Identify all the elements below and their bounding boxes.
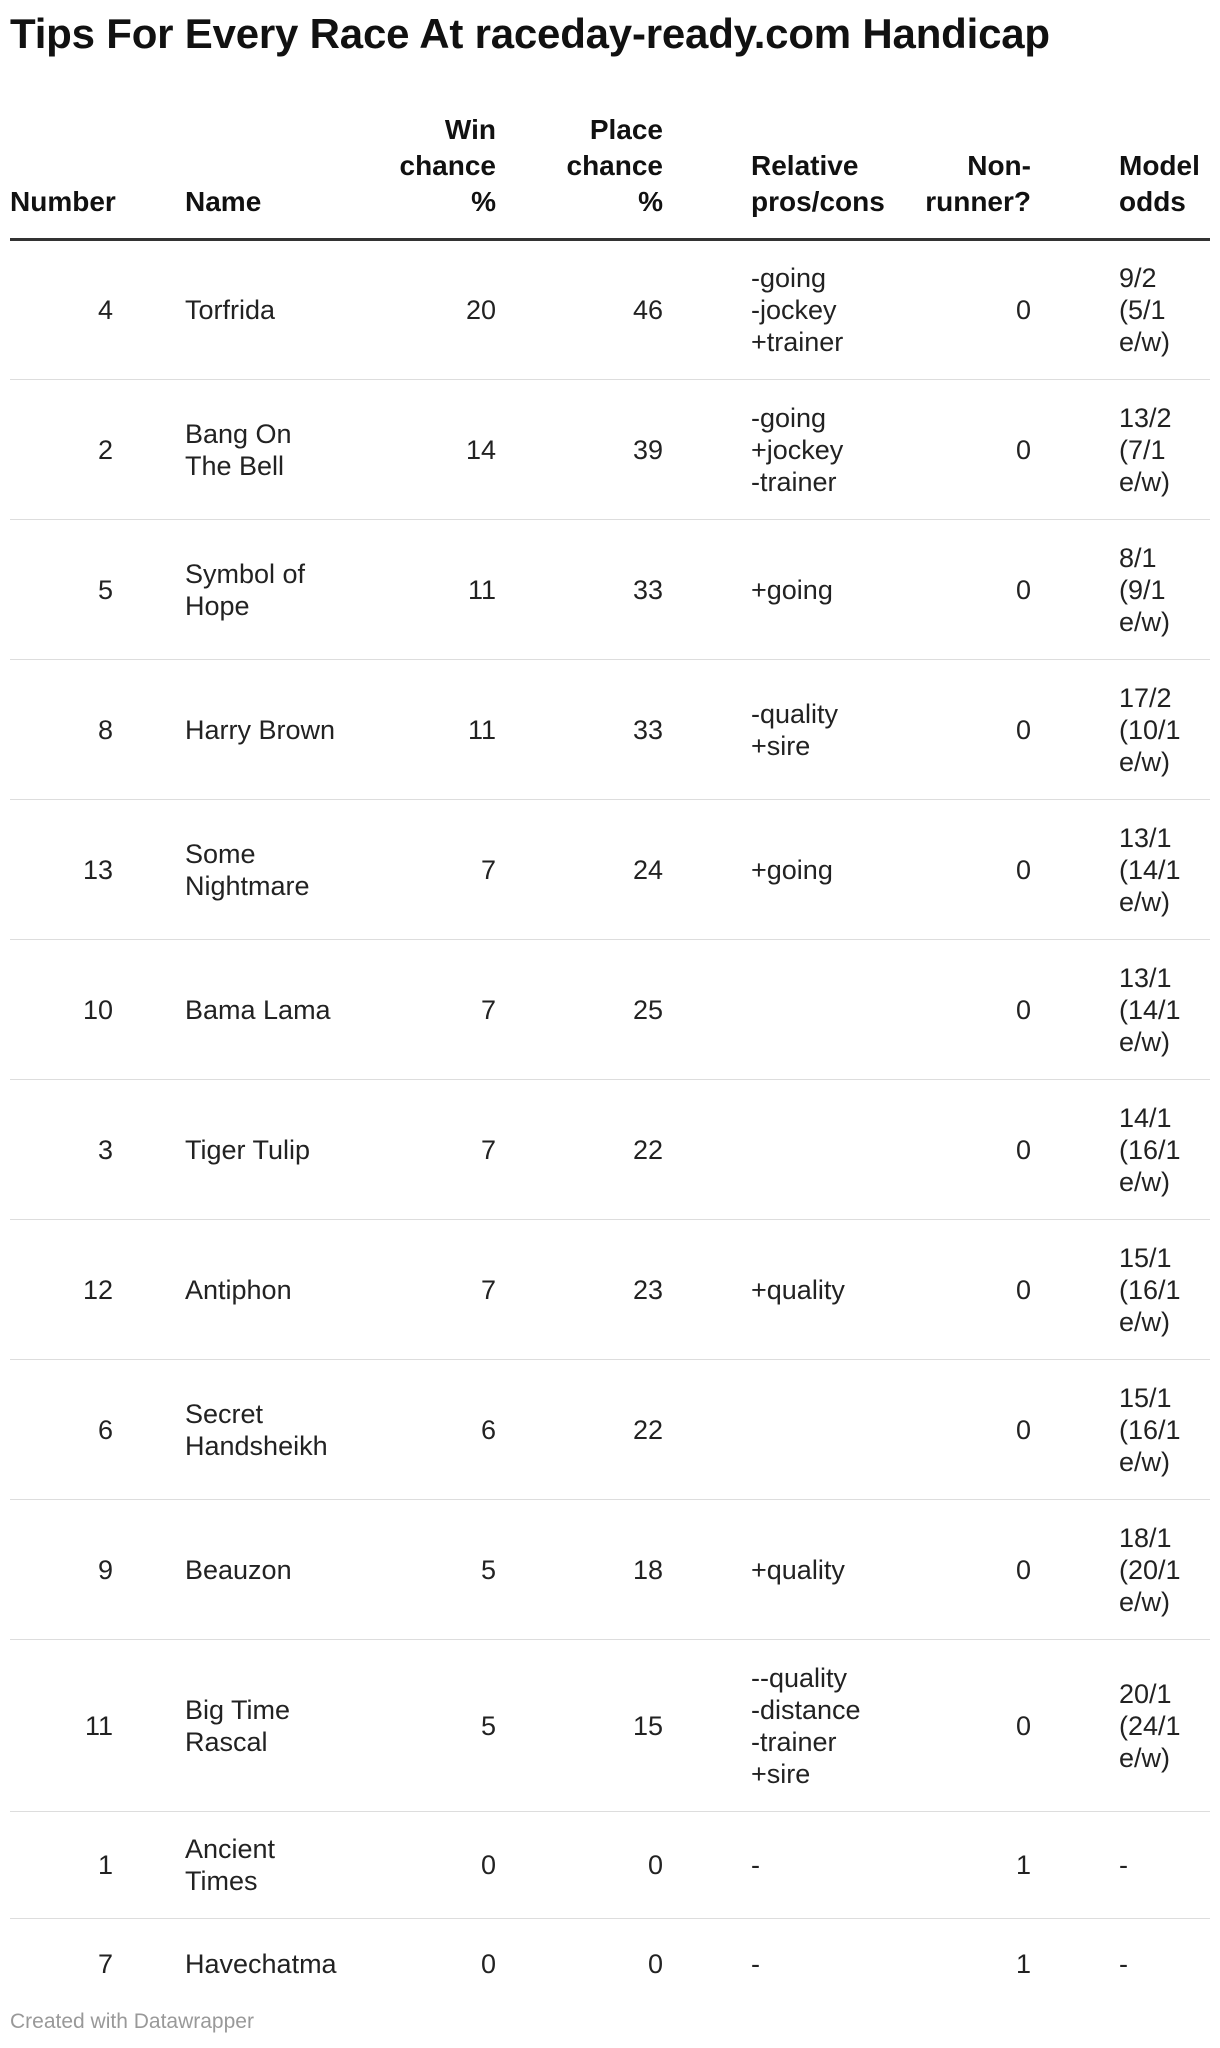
- cell-place-chance: 23: [520, 1220, 687, 1360]
- cell-number: 5: [10, 520, 185, 660]
- cell-win-chance: 11: [360, 520, 520, 660]
- cell-non-runner: 0: [887, 1500, 1055, 1640]
- table-row: [10, 1919, 1210, 2009]
- cell-pros-cons: +going: [687, 800, 887, 940]
- cell-model-odds: 13/1 (14/1 e/w): [1055, 940, 1210, 1080]
- cell-model-odds: 13/2 (7/1 e/w): [1055, 380, 1210, 520]
- cell-pros-cons: -going -jockey +trainer: [687, 240, 887, 380]
- cell-name: Havechatma: [185, 1948, 337, 1979]
- cell-pros-cons: [687, 1360, 887, 1500]
- table-row: [10, 940, 1210, 1080]
- cell-non-runner: 0: [887, 1080, 1055, 1220]
- cell-pros-cons: +going: [687, 520, 887, 660]
- cell-non-runner: 1: [887, 1812, 1055, 1919]
- cell-number: 6: [10, 1360, 185, 1500]
- cell-number: 8: [10, 660, 185, 800]
- cell-place-chance: 0: [647, 1948, 663, 1979]
- cell-win-chance: 7: [360, 1080, 520, 1220]
- cell-number: 2: [10, 380, 185, 520]
- cell-place-chance: 22: [520, 1080, 687, 1220]
- cell-model-odds: 18/1 (20/1 e/w): [1055, 1500, 1210, 1640]
- header-model-odds[interactable]: Model odds: [1055, 112, 1210, 240]
- cell-non-runner: 1: [1015, 1948, 1031, 1979]
- table-row: [10, 800, 1210, 940]
- cell-model-odds: 15/1 (16/1 e/w): [1055, 1220, 1210, 1360]
- cell-number: 3: [10, 1080, 185, 1220]
- cell-win-chance: 7: [360, 1220, 520, 1360]
- cell-win-chance: 0: [480, 1948, 496, 1979]
- cell-non-runner: 0: [887, 800, 1055, 940]
- cell-win-chance: 6: [360, 1360, 520, 1500]
- cell-model-odds: 15/1 (16/1 e/w): [1055, 1360, 1210, 1500]
- footer-credit: Created with Datawrapper: [10, 2010, 254, 2033]
- cell-number: 11: [10, 1640, 185, 1812]
- cell-win-chance: 0: [360, 1812, 520, 1919]
- tips-table: [10, 112, 1210, 2009]
- header-number[interactable]: Number: [10, 112, 185, 240]
- cell-model-odds: 20/1 (24/1 e/w): [1055, 1640, 1210, 1812]
- cell-name: Harry Brown: [185, 660, 360, 800]
- cell-model-odds: 13/1 (14/1 e/w): [1055, 800, 1210, 940]
- cell-win-chance: 5: [360, 1640, 520, 1812]
- cell-win-chance: 14: [360, 380, 520, 520]
- cell-place-chance: 46: [520, 240, 687, 380]
- cell-pros-cons: +quality: [687, 1220, 887, 1360]
- cell-pros-cons: -: [687, 1812, 887, 1919]
- cell-win-chance: 7: [360, 800, 520, 940]
- cell-number: 4: [10, 240, 185, 380]
- cell-pros-cons: -quality +sire: [687, 660, 887, 800]
- header-name[interactable]: Name: [185, 112, 360, 240]
- table-header-row: [10, 112, 1210, 240]
- cell-name: Antiphon: [185, 1220, 360, 1360]
- cell-number: 7: [97, 1948, 113, 1979]
- cell-non-runner: 0: [887, 380, 1055, 520]
- table-row: [10, 1220, 1210, 1360]
- cell-name: Symbol of Hope: [185, 520, 360, 660]
- cell-win-chance: 11: [360, 660, 520, 800]
- cell-pros-cons: [687, 940, 887, 1080]
- cell-place-chance: 24: [520, 800, 687, 940]
- table-body: [10, 240, 1210, 2009]
- cell-win-chance: 5: [360, 1500, 520, 1640]
- cell-place-chance: 22: [520, 1360, 687, 1500]
- chart-container: [10, 0, 1210, 2033]
- cell-place-chance: 39: [520, 380, 687, 520]
- cell-non-runner: 0: [887, 1640, 1055, 1812]
- cell-win-chance: 20: [360, 240, 520, 380]
- cell-non-runner: 0: [887, 240, 1055, 380]
- cell-non-runner: 0: [887, 1220, 1055, 1360]
- header-non-runner[interactable]: Non- runner?: [887, 112, 1055, 240]
- cell-place-chance: 33: [520, 660, 687, 800]
- cell-place-chance: 33: [520, 520, 687, 660]
- cell-pros-cons: +quality: [687, 1500, 887, 1640]
- cell-place-chance: 18: [520, 1500, 687, 1640]
- cell-number: 13: [10, 800, 185, 940]
- table-row: [10, 1360, 1210, 1500]
- cell-model-odds: 9/2 (5/1 e/w): [1055, 240, 1210, 380]
- cell-model-odds: 8/1 (9/1 e/w): [1055, 520, 1210, 660]
- cell-place-chance: 25: [520, 940, 687, 1080]
- cell-name: Tiger Tulip: [185, 1080, 360, 1220]
- cell-name: Bama Lama: [185, 940, 360, 1080]
- table-row: [10, 1080, 1210, 1220]
- cell-non-runner: 0: [887, 660, 1055, 800]
- cell-number: 1: [10, 1812, 185, 1919]
- cell-name: Torfrida: [185, 240, 360, 380]
- cell-name: Beauzon: [185, 1500, 360, 1640]
- chart-title: Tips For Every Race At raceday-ready.com Handicap: [10, 10, 1050, 57]
- cell-pros-cons: -going +jockey -trainer: [687, 380, 887, 520]
- cell-name: Bang On The Bell: [185, 380, 360, 520]
- cell-name: Some Nightmare: [185, 800, 360, 940]
- cell-place-chance: 15: [520, 1640, 687, 1812]
- table-row: [10, 1640, 1210, 1812]
- table-row: [10, 1812, 1210, 1919]
- table-row: [10, 1500, 1210, 1640]
- header-pros-cons[interactable]: Relative pros/cons: [687, 112, 887, 240]
- header-place-chance[interactable]: Place chance %: [520, 112, 687, 240]
- cell-number: 9: [10, 1500, 185, 1640]
- cell-non-runner: 0: [887, 520, 1055, 660]
- table-row: [10, 660, 1210, 800]
- table-row: [10, 520, 1210, 660]
- cell-pros-cons: [687, 1080, 887, 1220]
- cell-model-odds: -: [1119, 1948, 1128, 1979]
- header-win-chance[interactable]: Win chance %: [360, 112, 520, 240]
- table-row: [10, 240, 1210, 380]
- cell-name: Ancient Times: [185, 1812, 360, 1919]
- cell-place-chance: 0: [520, 1812, 687, 1919]
- cell-non-runner: 0: [887, 1360, 1055, 1500]
- cell-model-odds: 17/2 (10/1 e/w): [1055, 660, 1210, 800]
- cell-win-chance: 7: [360, 940, 520, 1080]
- cell-pros-cons: -: [751, 1948, 760, 1979]
- cell-number: 12: [10, 1220, 185, 1360]
- cell-non-runner: 0: [887, 940, 1055, 1080]
- cell-model-odds: 14/1 (16/1 e/w): [1055, 1080, 1210, 1220]
- cell-name: Secret Handsheikh: [185, 1360, 360, 1500]
- cell-number: 10: [10, 940, 185, 1080]
- table-row: [10, 380, 1210, 520]
- cell-name: Big Time Rascal: [185, 1640, 360, 1812]
- cell-model-odds: -: [1055, 1812, 1210, 1919]
- cell-pros-cons: --quality -distance -trainer +sire: [687, 1640, 887, 1812]
